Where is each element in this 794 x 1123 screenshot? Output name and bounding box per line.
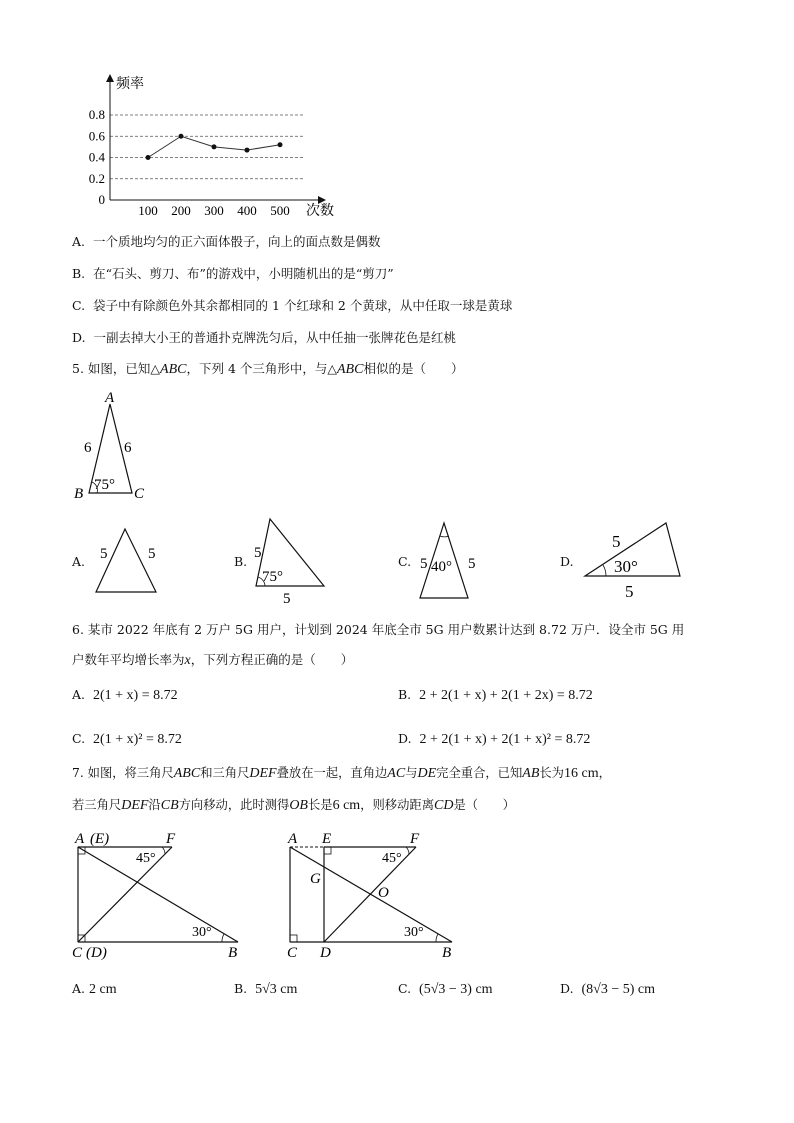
svg-text:B: B	[442, 945, 452, 960]
q4-option-c: C. 袋子中有除颜色外其余都相同的 1 个红球和 2 个黄球，从中任取一球是黄球	[72, 298, 513, 313]
svg-text:30°: 30°	[614, 557, 638, 576]
q5-option-d-triangle	[582, 520, 692, 602]
svg-text:40°: 40°	[431, 559, 452, 575]
x-tick-label: 500	[270, 203, 290, 218]
q5-option-a-letter: A.	[72, 554, 86, 569]
svg-text:45°: 45°	[136, 851, 156, 866]
q7-option-b: B. 5√3 cm	[234, 981, 298, 997]
y-axis-label: 频率	[116, 77, 144, 92]
q5-option-c-triangle	[414, 520, 484, 602]
q5-option-a-triangle	[92, 522, 172, 598]
svg-text:45°: 45°	[382, 851, 402, 866]
q6-option-c: C. 2(1 + x)² = 8.72	[72, 731, 182, 747]
y-tick-label: 0.8	[88, 107, 105, 122]
x-tick-label: 300	[204, 203, 224, 218]
svg-text:30°: 30°	[404, 925, 424, 940]
q7-option-c: C. (5√3 − 3) cm	[398, 981, 493, 997]
svg-text:D: D	[320, 945, 331, 960]
x-axis-label: 次数	[306, 204, 334, 219]
q6-stem-line2: 户数年平均增长率为x，下列方程正确的是（ ）	[72, 652, 354, 668]
svg-text:5: 5	[100, 546, 108, 562]
q6-option-b: B. 2 + 2(1 + x) + 2(1 + 2x) = 8.72	[398, 687, 593, 703]
data-point	[179, 134, 184, 139]
svg-text:(E): (E)	[90, 831, 110, 847]
q7-figure-2	[280, 825, 460, 960]
svg-text:A: A	[288, 831, 298, 847]
svg-text:C: C	[134, 486, 145, 502]
svg-text:(D): (D)	[86, 945, 107, 960]
svg-text:6: 6	[84, 440, 92, 456]
q7-figure-1	[70, 825, 250, 960]
svg-text:5: 5	[612, 532, 621, 551]
svg-text:O: O	[378, 885, 389, 901]
q5-option-c-letter: C.	[398, 554, 412, 569]
svg-text:75°: 75°	[262, 569, 283, 585]
svg-text:G: G	[310, 871, 321, 887]
svg-text:F: F	[410, 831, 420, 847]
svg-text:F: F	[166, 831, 176, 847]
data-point	[146, 155, 151, 160]
svg-text:A: A	[105, 390, 115, 406]
q7-option-d: D. (8√3 − 5) cm	[560, 981, 656, 997]
svg-text:5: 5	[468, 556, 476, 572]
svg-text:C: C	[287, 945, 298, 960]
svg-text:5: 5	[254, 545, 262, 561]
x-tick-label: 400	[237, 203, 257, 218]
svg-text:B: B	[228, 945, 238, 960]
q5-figure-abc	[70, 388, 160, 503]
q5-option-b-triangle	[250, 515, 330, 607]
q6-option-a: A. 2(1 + x) = 8.72	[72, 687, 178, 703]
q6-stem-line1: 6. 某市 2022 年底有 2 万户 5G 用户，计划到 2024 年底全市 5G 用户数累计达到 8.72 万户．设全市 5G 用	[72, 622, 685, 637]
svg-text:75°: 75°	[94, 477, 115, 493]
q5-stem: 5. 如图，已知△ABC，下列 4 个三角形中，与△ABC相似的是（ ）	[72, 361, 464, 377]
data-point	[278, 142, 283, 147]
y-tick-label: 0	[98, 192, 105, 207]
q4-option-a: A. 一个质地均匀的正六面体骰子，向上的面点数是偶数	[72, 234, 381, 249]
svg-text:6: 6	[124, 440, 132, 456]
x-tick-label: 100	[138, 203, 158, 218]
svg-text:5: 5	[625, 582, 634, 601]
svg-text:E: E	[322, 831, 332, 847]
q7-stem-line1: 7. 如图，将三角尺ABC和三角尺DEF叠放在一起，直角边AC与DE完全重合，已知AB长为16 cm，	[72, 766, 611, 781]
q5-option-d-letter: D.	[560, 554, 574, 569]
q7-stem-line2: 若三角尺DEF沿CB方向移动，此时测得OB长是6 cm，则移动距离CD是（ ）	[72, 798, 515, 813]
svg-text:A: A	[75, 831, 85, 847]
data-point	[245, 148, 250, 153]
frequency-chart	[80, 70, 360, 220]
y-tick-label: 0.6	[88, 128, 105, 144]
q4-option-d: D. 一副去掉大小王的普通扑克牌洗匀后，从中任抽一张牌花色是红桃	[72, 330, 457, 345]
data-point	[212, 144, 217, 149]
svg-text:5: 5	[420, 556, 428, 572]
svg-text:B: B	[74, 486, 84, 502]
q6-option-d: D. 2 + 2(1 + x) + 2(1 + x)² = 8.72	[398, 731, 591, 747]
q7-option-a: A. 2 cm	[72, 981, 117, 997]
y-tick-label: 0.2	[88, 170, 105, 186]
q5-option-b-letter: B.	[234, 554, 248, 569]
q4-option-b: B. 在“石头、剪刀、布”的游戏中，小明随机出的是“剪刀”	[72, 266, 394, 281]
svg-text:C: C	[72, 945, 83, 960]
x-tick-label: 200	[171, 203, 191, 218]
svg-text:5: 5	[148, 546, 156, 562]
y-tick-label: 0.4	[88, 149, 105, 165]
svg-text:30°: 30°	[192, 925, 212, 940]
svg-text:5: 5	[283, 591, 291, 607]
chart-gridlines	[110, 115, 305, 179]
